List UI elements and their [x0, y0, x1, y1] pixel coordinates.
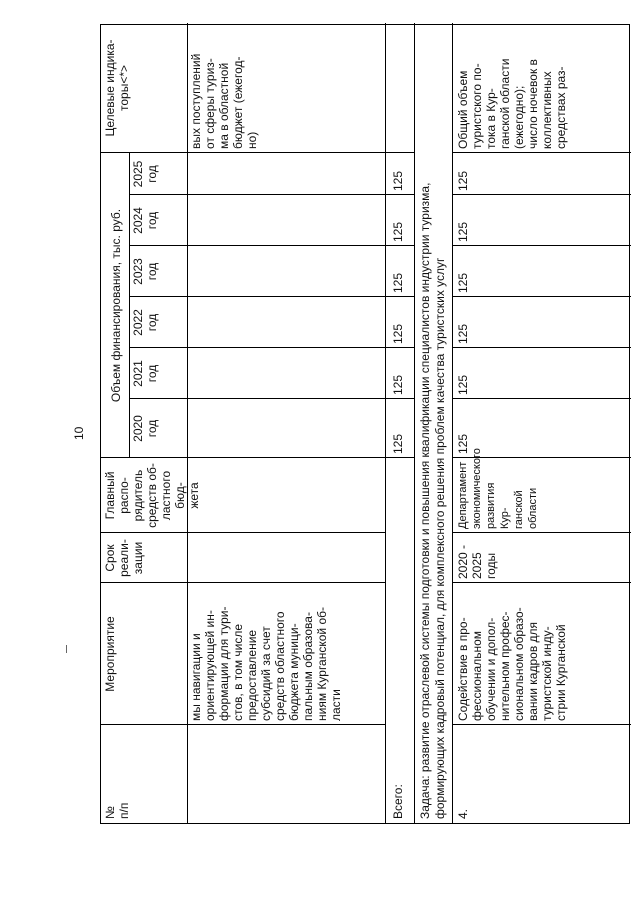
total-2020: 125 — [391, 433, 405, 454]
row4-rule-7 — [452, 296, 631, 297]
total-label: Всего: — [391, 784, 405, 819]
row4-2021: 125 — [456, 374, 470, 395]
header-year-2020: 2020 год — [131, 415, 159, 442]
row4-admin: Департамент экономического развития Кур- ганской области — [457, 448, 539, 529]
row4-term: 2020 - 2025 годы — [456, 544, 498, 579]
page-number: 10 — [72, 426, 86, 440]
row4-rule-6 — [452, 347, 631, 348]
row4-rule-8 — [452, 245, 631, 246]
total-2021: 125 — [391, 374, 405, 395]
continuation-event: мы навигации и ориентирующей ин- формации для тури- стов, в том числе предоставление субсидий за счет средств областного бюджета муници- пальным образова- ниям Курганской об- ласти — [189, 606, 343, 721]
continuation-indicators: вых поступлений от сферы туриз- ма в областной бюджет (ежегод- но) — [189, 53, 259, 149]
total-2025: 125 — [391, 170, 405, 191]
row4-indicators: Общий объем туристского по- тока в Кур- ганской области (ежегодно); число ночевок в коллективных средствах раз- — [456, 58, 568, 149]
total-2024: 125 — [391, 221, 405, 242]
row4-2020: 125 — [456, 433, 470, 454]
rule-continuation-bottom — [385, 23, 386, 823]
row4-2023: 125 — [456, 272, 470, 293]
row4-rule-9 — [452, 194, 631, 195]
rule-task-bottom — [452, 23, 453, 823]
row4-2024: 125 — [456, 221, 470, 242]
header-funding: Объем финансирования, тыс. руб. — [109, 208, 123, 403]
row4-2025: 125 — [456, 170, 470, 191]
program-table — [100, 24, 630, 824]
header-year-2022: 2022 год — [131, 309, 159, 336]
row4-num: 4. — [456, 808, 470, 819]
margin-mark — [66, 645, 67, 653]
rotated-sheet — [100, 24, 630, 824]
header-term: Срок реали- зации — [103, 539, 145, 577]
row4-event: Содействие в про- фессиональном обучении и допол- нительном профес- сиональном образо- вании кадров для туристской инду- стрии Курганской — [456, 607, 568, 721]
header-year-2025: 2025 год — [131, 160, 159, 188]
header-year-2024: 2024 год — [131, 207, 159, 234]
header-num: № п/п — [103, 802, 131, 819]
header-admin: Главный распо- рядитель средств об- ластного бюд- жета — [103, 463, 201, 528]
total-2022: 125 — [391, 323, 405, 344]
rule-total-bottom — [414, 23, 415, 823]
header-year-2021: 2021 год — [131, 360, 159, 387]
task-line-1: Задача: развитие отраслевой системы подготовки и повышения квалификации специалистов индустрии туризма, — [418, 182, 432, 819]
row4-2022: 125 — [456, 323, 470, 344]
task-line-2: формирующих кадровый потенциал, для комплексного решения проблем качества туристских услуг — [433, 257, 447, 819]
header-event: Мероприятие — [103, 616, 117, 692]
header-indicators: Целевые индика- торы<*> — [103, 39, 131, 137]
row4-rule-5 — [452, 398, 631, 399]
header-year-2023: 2023 год — [131, 258, 159, 285]
total-2023: 125 — [391, 272, 405, 293]
